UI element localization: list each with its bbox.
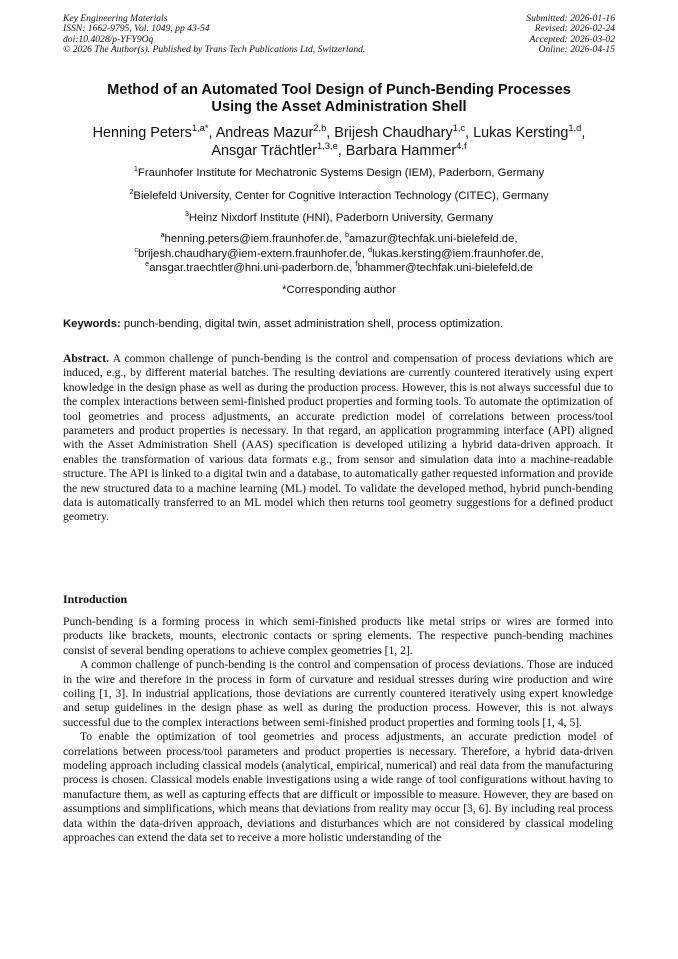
author-name: Andreas Mazur bbox=[215, 125, 314, 141]
affiliation-mark: 1 bbox=[133, 164, 138, 174]
email-mark: f bbox=[355, 259, 358, 269]
affiliation-text: Heinz Nixdorf Institute (HNI), Paderborn University, Germany bbox=[188, 212, 494, 224]
paragraph: A common challenge of punch-bending is the control and compensation of process deviations. Those are induced in the wire and therefore in the process in form of curvature and residual stresses during wire production and wire coiling [1, 3]. In industrial applications, those deviations are currently countered iteratively using expert knowledge and setup guidelines in the design phase as well as during the production process. However, this is not always successful due to the complex interactions between semi-finished product properties and forming tools [1, 4, 5]. bbox=[63, 658, 613, 729]
corresponding-author-note: *Corresponding author bbox=[282, 284, 396, 296]
author-line-1: Henning Peters$^{1,a*}$, Andreas Mazur$^{2,b}$, Brijesh Chaudhary$^{1,c}$, Lukas Kersting$^{1,d}$, bbox=[92, 123, 586, 141]
author-affiliation-mark: 1,c bbox=[452, 123, 466, 134]
email-address[interactable]: amazur@techfak.uni-bielefeld.de bbox=[349, 233, 515, 245]
author-affiliation-mark: 1,a* bbox=[191, 123, 209, 134]
paper-title bbox=[40, 82, 638, 116]
abstract-label: Abstract. bbox=[63, 352, 110, 365]
author-name: Barbara Hammer bbox=[345, 143, 457, 159]
author-affiliation-mark: 1,3,e bbox=[317, 141, 338, 152]
paper-title-line-2: Using the Asset Administration Shell bbox=[211, 99, 467, 115]
affiliation-mark: 2 bbox=[129, 187, 134, 197]
email-mark: a bbox=[160, 230, 165, 240]
email-line: $^a$henning.peters@iem.fraunhofer.de, $^b$amazur@techfak.uni-bielefeld.de, bbox=[160, 230, 518, 245]
email-mark: e bbox=[145, 259, 150, 269]
date-online: Online: 2026-04-15 bbox=[538, 44, 615, 56]
email-address[interactable]: brijesh.chaudhary@iem-extern.fraunhofer.de bbox=[137, 248, 362, 260]
paragraph: To enable the optimization of tool geometries and process adjustments, an accurate prediction model of correlations between process/tool parameters and product properties is necessary. Therefore, a hybrid data-driven modeling approach including classical models (analytical, empirical, numerical) and real data from the manufacturing process is chosen. Classical models enable investigations using a wide range of tool configurations without having to manufacture them, as well as capturing effects that are difficult or impossible to measure. However, they are based on assumptions and simplifications, which means that deviations from reality may occur [3, 6]. By including real process data within the data-driven approach, deviations and disturbances which are not considered by classical modeling approaches can extend the data set to receive a more holistic understanding of the bbox=[63, 730, 613, 845]
journal-issn: ISSN: 1662-9795, Vol. 1049, pp 43-54 bbox=[63, 23, 210, 35]
email-mark: c bbox=[134, 245, 138, 255]
affiliation bbox=[40, 166, 638, 180]
keywords bbox=[63, 317, 623, 331]
affiliation bbox=[40, 211, 638, 225]
date-submitted: Submitted: 2026-01-16 bbox=[526, 13, 615, 24]
introduction-body bbox=[63, 615, 613, 846]
affiliation-text: Bielefeld University, Center for Cognitive Interaction Technology (CITEC), Germany bbox=[133, 190, 549, 202]
paper-title-line-1: Method of an Automated Tool Design of Punch-Bending Processes bbox=[107, 82, 571, 98]
affiliation-mark: 3 bbox=[184, 209, 189, 219]
email-mark: b bbox=[344, 230, 350, 240]
email-line: $^e$ansgar.traechtler@hni.uni-paderborn.de, $^f$bhammer@techfak.uni-bielefeld.de bbox=[145, 259, 533, 274]
keywords-label: Keywords: bbox=[63, 318, 121, 330]
author-affiliation-mark: 4,f bbox=[456, 141, 467, 152]
author-line-2: Ansgar Trächtler$^{1,3,e}$, Barbara Hammer$^{4,f}$ bbox=[211, 141, 467, 159]
abstract-text: A common challenge of punch-bending is the control and compensation of process deviations which are induced, e.g., by different material batches. The resulting deviations are currently countered iteratively using expert knowledge in the design phase as well as during the production process. However, this is not always successful due to the complex interactions between semi-finished product properties and forming tools. To automate the optimization of tool geometries and process adjustments, an accurate prediction model of correlations between process/tool parameters and product properties is necessary. In that regard, an application programming interface (API) aligned with the Asset Administration Shell (AAS) specification is developed utilizing a hybrid data-driven approach. It enables the transformation of various data formats e.g., from sensor and simulation data into a machine-readable structure. The API is linked to a digital twin and a database, to automatically gather requested information and provide the new structured data to a machine learning (ML) model. To validate the developed method, hybrid punch-bending data is automatically transferred to an ML model which then returns tool geometry suggestions for a defined product geometry. bbox=[63, 352, 613, 524]
email-address[interactable]: ansgar.traechtler@hni.uni-paderborn.de bbox=[149, 262, 350, 274]
author-name: Henning Peters bbox=[92, 125, 192, 141]
email-address[interactable]: lukas.kersting@iem.fraunhofer.de bbox=[372, 248, 541, 260]
author-affiliation-mark: 2,b bbox=[313, 123, 327, 134]
email-line: $^c$brijesh.chaudhary@iem-extern.fraunhofer.de, $^d$lukas.kersting@iem.fraunhofer.de, bbox=[134, 245, 544, 260]
author-name: Ansgar Trächtler bbox=[211, 143, 317, 159]
section-heading-introduction: Introduction bbox=[63, 592, 128, 606]
keywords-text: punch-bending, digital twin, asset administration shell, process optimization. bbox=[123, 318, 504, 330]
affiliation-text: Fraunhofer Institute for Mechatronic Systems Design (IEM), Paderborn, Germany bbox=[137, 167, 545, 179]
author-affiliation-mark: 1,d bbox=[568, 123, 582, 134]
journal-header bbox=[63, 14, 365, 56]
journal-doi: doi:10.4028/p-YFY9Oq bbox=[63, 33, 154, 45]
email-address[interactable]: bhammer@techfak.uni-bielefeld.de bbox=[357, 262, 533, 274]
author-name: Brijesh Chaudhary bbox=[334, 125, 453, 141]
journal-copyright: © 2026 The Author(s). Published by Trans Tech Publications Ltd, Switzerland. bbox=[63, 44, 366, 56]
date-header bbox=[526, 14, 615, 56]
journal-name: Key Engineering Materials bbox=[63, 13, 168, 24]
author-list bbox=[40, 124, 638, 160]
affiliation bbox=[40, 189, 638, 203]
date-accepted: Accepted: 2026-03-02 bbox=[529, 33, 615, 45]
paragraph: Punch-bending is a forming process in which semi-finished products like metal strips or wires are formed into products like brackets, mounts, electronic contacts or spring elements. The respective punch-bending machines consist of several bending operations to achieve complex geometries [1, 2]. bbox=[63, 615, 613, 657]
email-address[interactable]: henning.peters@iem.fraunhofer.de bbox=[164, 233, 339, 245]
email-mark: d bbox=[368, 245, 373, 255]
date-revised: Revised: 2026-02-24 bbox=[534, 23, 615, 35]
author-name: Lukas Kersting bbox=[473, 125, 569, 141]
abstract bbox=[63, 352, 613, 525]
